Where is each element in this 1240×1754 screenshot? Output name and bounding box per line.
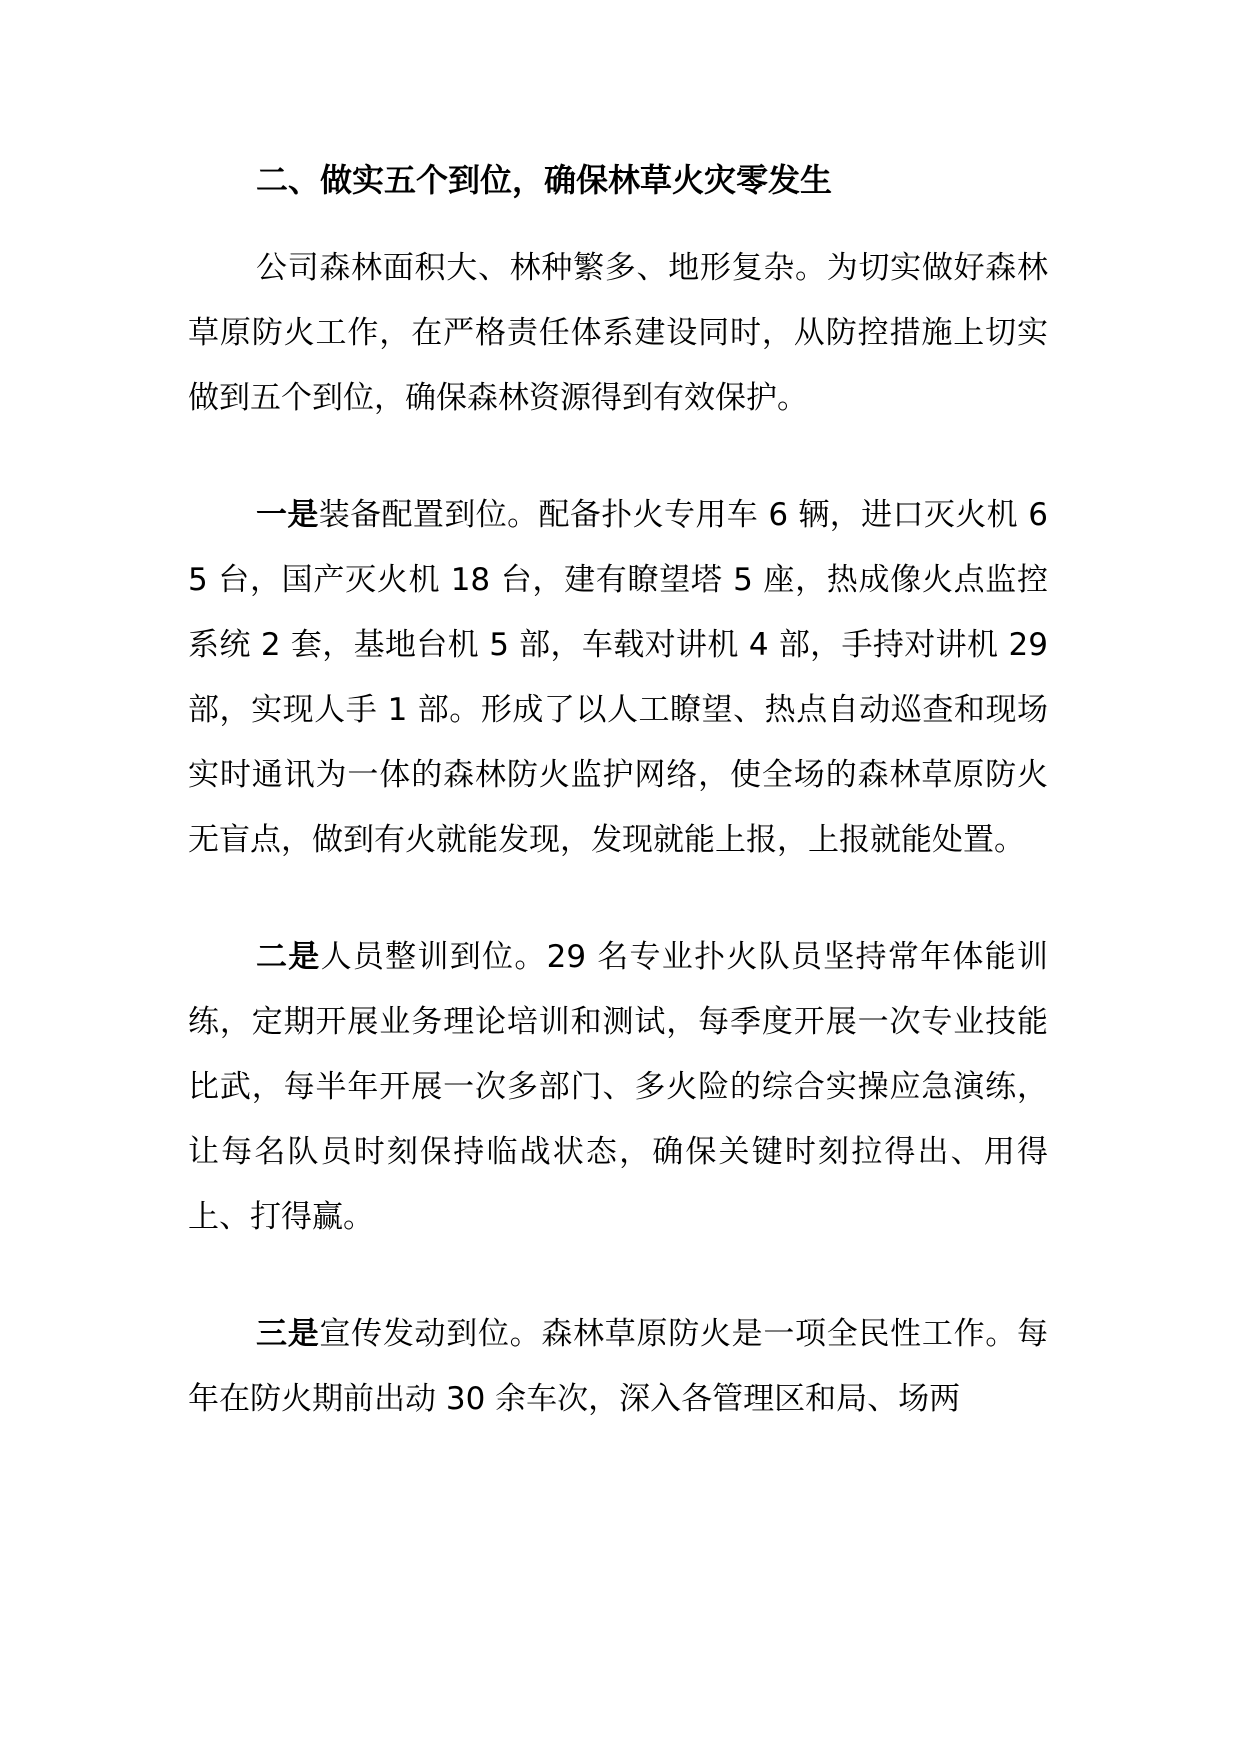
intro-paragraph: 公司森林面积大、林种繁多、地形复杂。为切实做好森林草原防火工作，在严格责任体系建设同时，从防控措施上切实做到五个到位，确保森林资源得到有效保护。 xyxy=(188,250,1048,416)
item-text-2: 人员整训到位。29 名专业扑火队员坚持常年体能训练，定期开展业务理论培训和测试，每季度开展一次专业技能比武，每半年开展一次多部门、多火险的综合实操应急演练，让每名队员时刻保持临战状态，确保关键时刻拉得出、用得上、打得赢。 xyxy=(188,939,1048,1235)
section-heading: 二、做实五个到位，确保林草火灾零发生 xyxy=(256,161,833,199)
item-lead-3: 三是 xyxy=(256,1316,320,1352)
item-lead-2: 二是 xyxy=(256,939,321,975)
item-text-3: 宣传发动到位。森林草原防火是一项全民性工作。每年在防火期前出动 30 余车次，深入各管理区和局、场两 xyxy=(188,1316,1049,1417)
document-body xyxy=(188,158,1048,1432)
item-lead-1: 一是 xyxy=(256,497,319,533)
item-paragraph-3 xyxy=(188,1302,1048,1432)
item-paragraph-1 xyxy=(188,483,1048,873)
item-text-1: 装备配置到位。配备扑火专用车 6 辆，进口灭火机 65 台，国产灭火机 18 台，建有瞭望塔 5 座，热成像火点监控系统 2 套，基地台机 5 部，车载对讲机 4 部，手持对讲机 29 部，实现人手 1 部。形成了以人工瞭望、热点自动巡查和现场实时通讯为一体的森林防火监护网络，使全场的森林草原防火无盲点，做到有火就能发现，发现就能上报，上报就能处置。 xyxy=(188,497,1049,858)
item-paragraph-2 xyxy=(188,925,1048,1250)
